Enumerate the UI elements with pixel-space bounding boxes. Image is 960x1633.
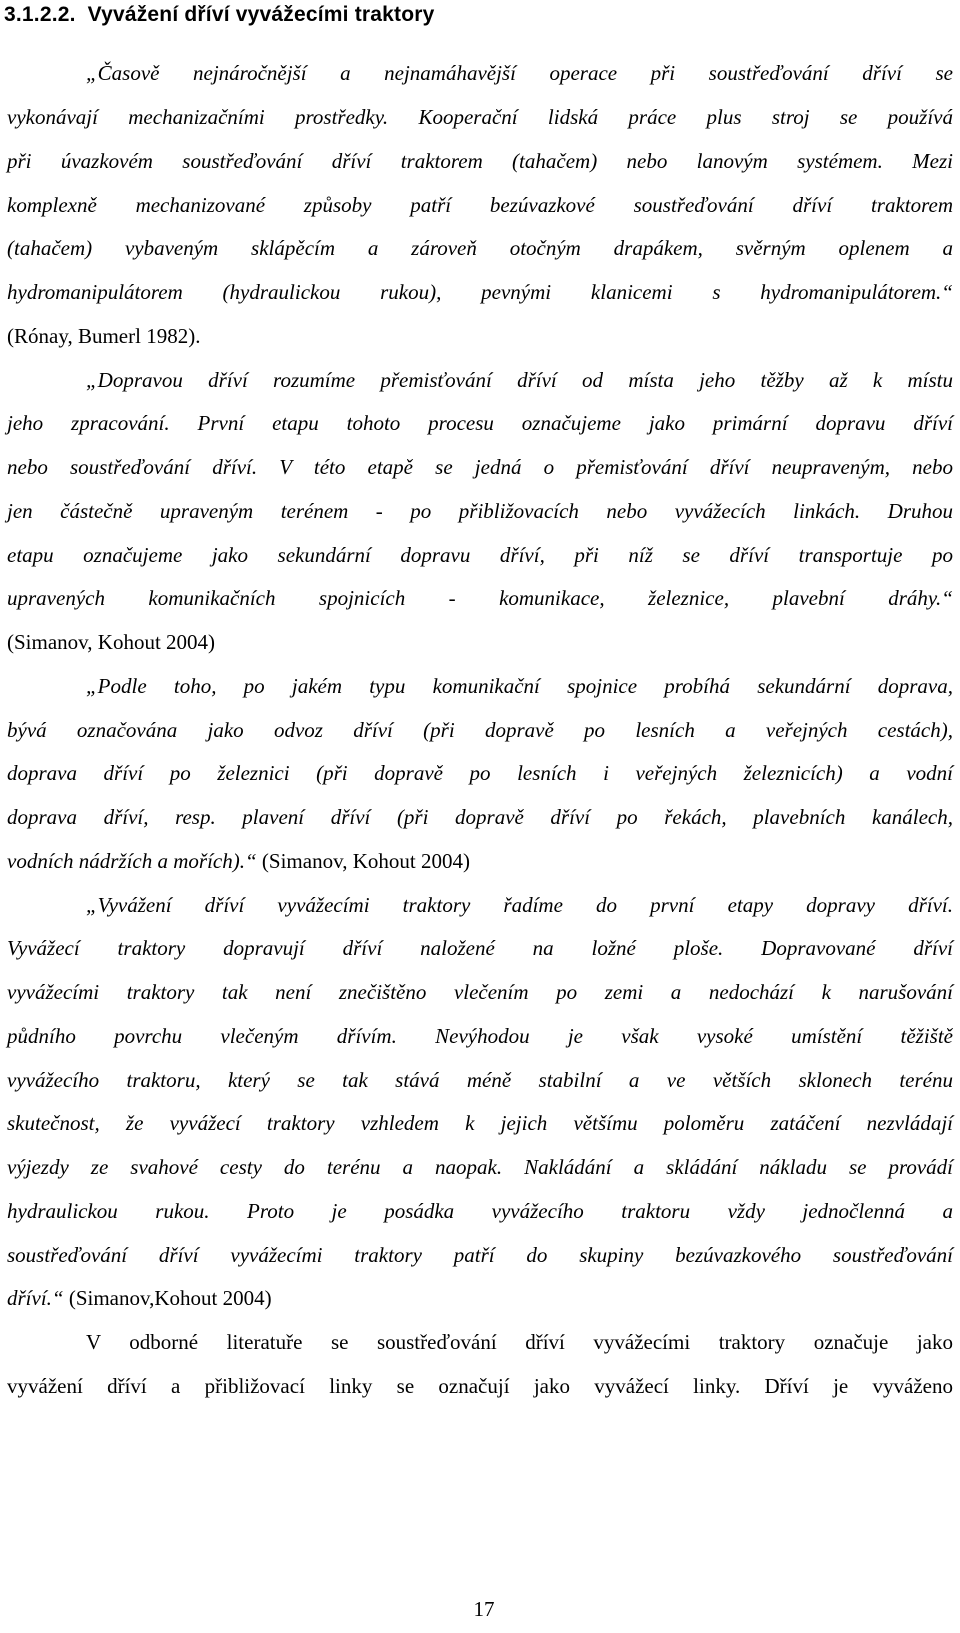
text-line: nebo soustřeďování dříví. V této etapě se jedná o přemisťování dříví neupraveným, nebo: [7, 455, 953, 479]
text-line: půdního povrchu vlečeným dřívím. Nevýhodou je však vysoké umístění těžiště: [7, 1024, 953, 1048]
text-line: upravených komunikačních spojnicích - komunikace, železnice, plavební dráhy.“: [7, 586, 953, 610]
text-line: „Dopravou dříví rozumíme přemisťování dříví od místa jeho těžby až k místu: [86, 368, 953, 392]
text-line: vyvážení dříví a přibližovací linky se označují jako vyvážecí linky. Dříví je vyváženo: [7, 1374, 953, 1398]
text-line: vykonávají mechanizačními prostředky. Kooperační lidská práce plus stroj se používá: [7, 105, 953, 129]
text-line: hydraulickou rukou. Proto je posádka vyvážecího traktoru vždy jednočlenná a: [7, 1199, 953, 1223]
text-line: vyvážecími traktory tak není znečištěno vlečením po zemi a nedochází k narušování: [7, 980, 953, 1004]
citation-line: (Rónay, Bumerl 1982).: [7, 324, 201, 348]
text-line: „Časově nejnáročnější a nejnamáhavější operace při soustřeďování dříví se: [86, 61, 953, 85]
text-line: doprava dříví, resp. plavení dříví (při dopravě dříví po řekách, plavebních kanálech,: [7, 805, 953, 829]
text-line: bývá označována jako odvoz dříví (při dopravě po lesních a veřejných cestách),: [7, 718, 953, 742]
text-line: V odborné literatuře se soustřeďování dříví vyvážecími traktory označuje jako: [86, 1330, 953, 1354]
text-line: jeho zpracování. První etapu tohoto procesu označujeme jako primární dopravu dříví: [7, 411, 953, 435]
page-number: 17: [473, 1597, 495, 1621]
text-line: „Vyvážení dříví vyvážecími traktory řadíme do první etapy dopravy dříví.: [86, 893, 953, 917]
text-line: vyvážecího traktoru, který se tak stává méně stabilní a ve větších sklonech terénu: [7, 1068, 953, 1092]
text-line: Vyvážecí traktory dopravují dříví naložené na ložné ploše. Dopravované dříví: [7, 936, 953, 960]
text-line: při úvazkovém soustřeďování dříví traktorem (tahačem) nebo lanovým systémem. Mezi: [7, 149, 953, 173]
text-line: „Podle toho, po jakém typu komunikační spojnice probíhá sekundární doprava,: [86, 674, 953, 698]
citation: (Simanov, Kohout 2004): [256, 849, 470, 873]
section-number: 3.1.2.2.: [4, 3, 76, 26]
text-line: etapu označujeme jako sekundární dopravu dříví, při níž se dříví transportuje po: [7, 543, 953, 567]
text-line: hydromanipulátorem (hydraulickou rukou), pevnými klanicemi s hydromanipulátorem.“: [7, 280, 953, 304]
text-line: jen částečně upraveným terénem - po přibližovacích nebo vyvážecích linkách. Druhou: [7, 499, 953, 523]
text-line: doprava dříví po železnici (při dopravě po lesních i veřejných železnicích) a vodní: [7, 761, 953, 785]
text-line: výjezdy ze svahové cesty do terénu a naopak. Nakládání a skládání nákladu se provádí: [7, 1155, 953, 1179]
text-line: dříví.“ (Simanov,Kohout 2004): [7, 1286, 272, 1310]
section-heading: [4, 2, 435, 28]
section-title: Vyvážení dříví vyvážecími traktory: [87, 3, 435, 26]
text-line: (tahačem) vybaveným sklápěcím a zároveň otočným drapákem, svěrným oplenem a: [7, 236, 953, 260]
text-line: komplexně mechanizované způsoby patří bezúvazkové soustřeďování dříví traktorem: [7, 193, 953, 217]
text-line: vodních nádržích a mořích).“ (Simanov, Kohout 2004): [7, 849, 470, 873]
text-line: soustřeďování dříví vyvážecími traktory patří do skupiny bezúvazkového soustřeďování: [7, 1243, 953, 1267]
citation: (Simanov,Kohout 2004): [63, 1286, 272, 1310]
citation-line: (Simanov, Kohout 2004): [7, 630, 216, 654]
text-line: skutečnost, že vyvážecí traktory vzhledem k jejich většímu poloměru zatáčení nezvládají: [7, 1111, 953, 1135]
